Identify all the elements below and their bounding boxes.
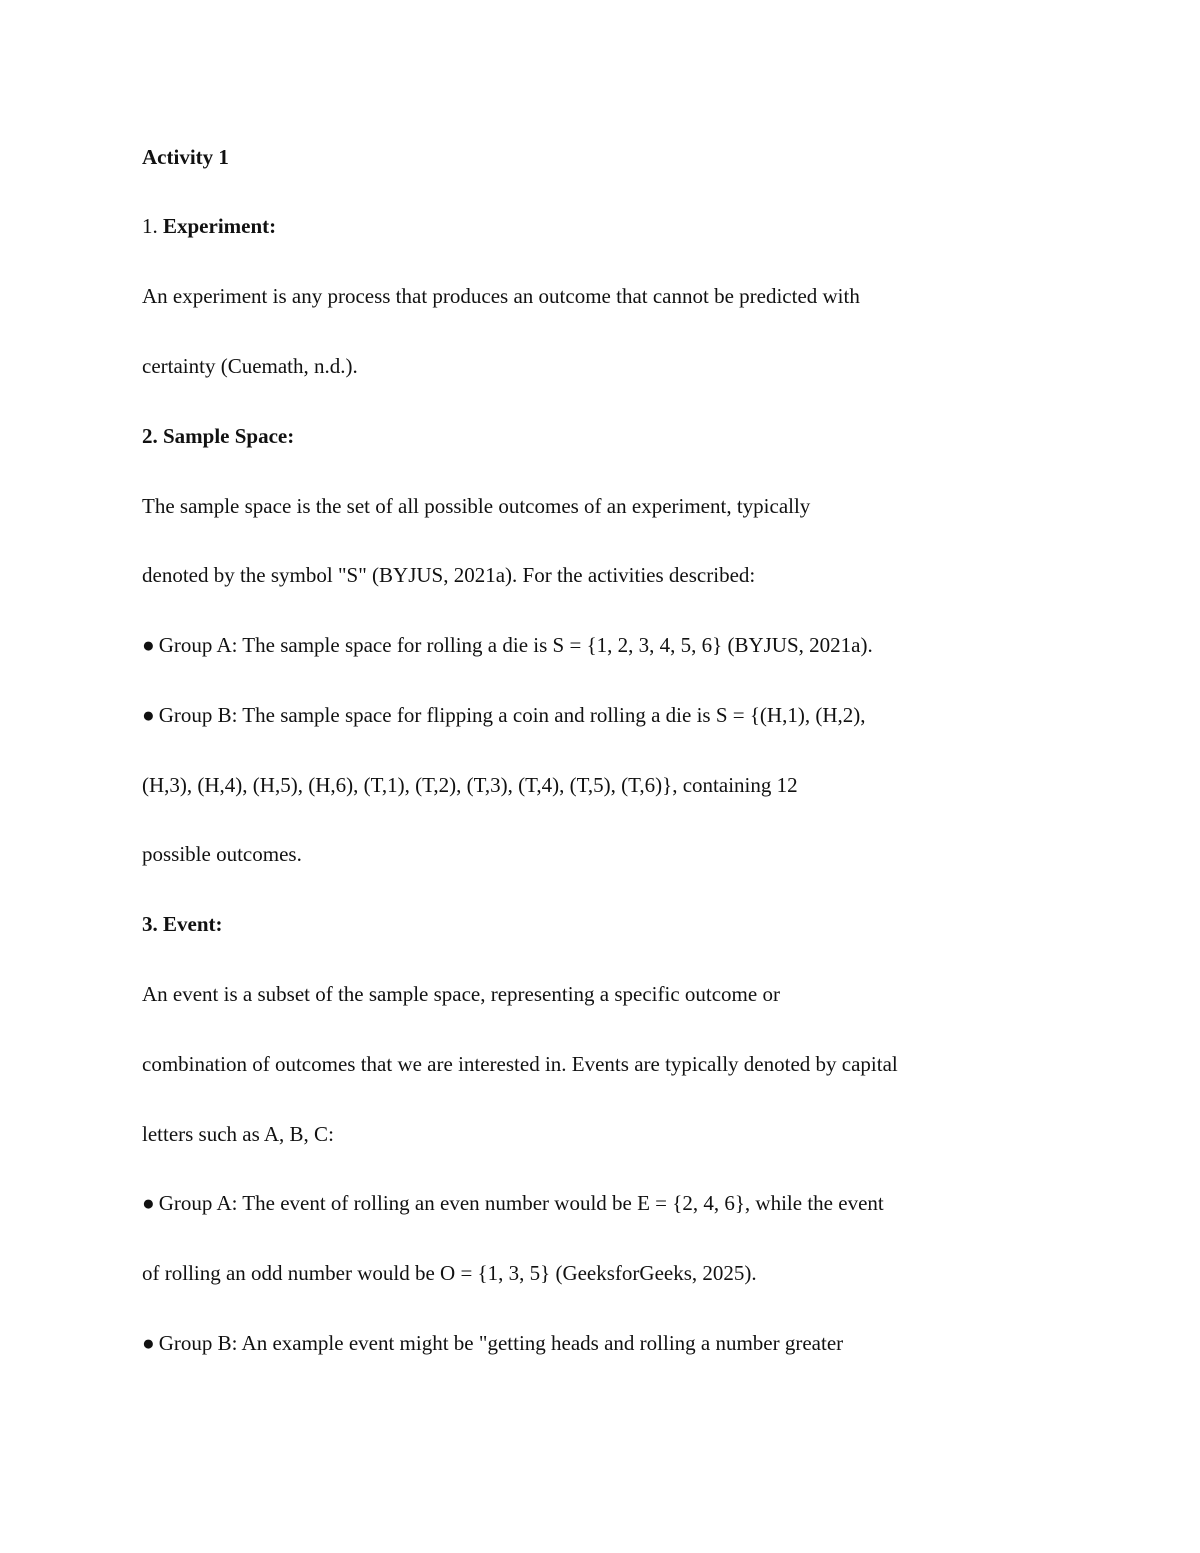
bullet-icon: ● (142, 703, 155, 727)
event-bullet-a (142, 1190, 1042, 1216)
sample-space-bullet-b (142, 702, 1042, 728)
event-bullet-a-continuation: of rolling an odd number would be O = {1, 3, 5} (GeeksforGeeks, 2025). (142, 1261, 757, 1285)
bullet-text: Group A: The event of rolling an even number would be E = {2, 4, 6}, while the event (158, 1191, 884, 1215)
bullet-icon: ● (142, 633, 155, 657)
sample-space-bullet-b-continuation: (H,3), (H,4), (H,5), (H,6), (T,1), (T,2), (T,3), (T,4), (T,5), (T,6)}, containing 12 (142, 773, 798, 797)
sample-space-heading: 2. Sample Space: (142, 424, 295, 448)
experiment-heading (142, 213, 1042, 239)
sample-space-bullet-a (142, 632, 1042, 658)
sample-space-paragraph-line: denoted by the symbol "S" (BYJUS, 2021a). For the activities described: (142, 563, 756, 587)
bullet-icon: ● (142, 1191, 155, 1215)
experiment-paragraph-line: An experiment is any process that produces an outcome that cannot be predicted with (142, 284, 860, 308)
bullet-icon: ● (142, 1331, 155, 1355)
event-paragraph-line: letters such as A, B, C: (142, 1122, 334, 1146)
page-title: Activity 1 (142, 145, 229, 169)
bullet-text: Group B: An example event might be "getting heads and rolling a number greater (158, 1331, 844, 1355)
event-paragraph-line: combination of outcomes that we are interested in. Events are typically denoted by capital (142, 1052, 898, 1076)
bullet-text: Group B: The sample space for flipping a coin and rolling a die is S = {(H,1), (H,2), (158, 703, 866, 727)
sample-space-paragraph-line: The sample space is the set of all possible outcomes of an experiment, typically (142, 494, 811, 518)
event-heading: 3. Event: (142, 912, 223, 936)
experiment-number: 1. (142, 214, 163, 238)
event-bullet-b (142, 1330, 1042, 1356)
experiment-paragraph-line: certainty (Cuemath, n.d.). (142, 354, 358, 378)
experiment-heading-text: Experiment: (163, 214, 277, 238)
sample-space-bullet-b-continuation: possible outcomes. (142, 842, 302, 866)
event-paragraph-line: An event is a subset of the sample space, representing a specific outcome or (142, 982, 780, 1006)
bullet-text: Group A: The sample space for rolling a die is S = {1, 2, 3, 4, 5, 6} (BYJUS, 2021a). (158, 633, 873, 657)
